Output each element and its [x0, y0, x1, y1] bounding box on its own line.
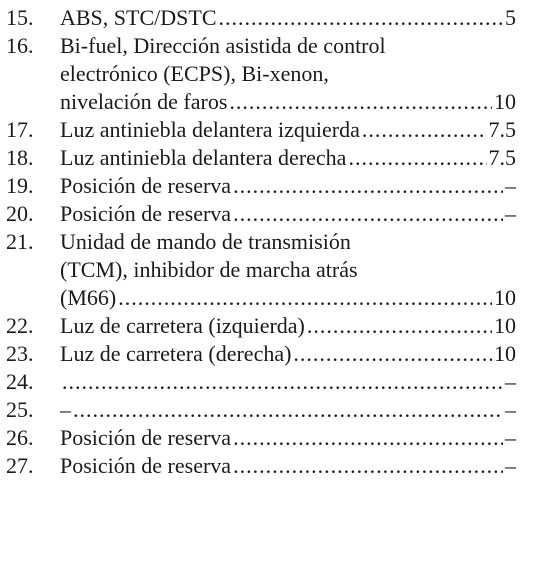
item-label: Luz antiniebla delantera izquierda — [60, 117, 360, 142]
dot-leader — [348, 144, 486, 172]
item-value: – — [505, 369, 516, 394]
item-number: 27. — [6, 453, 34, 478]
item-value: 5 — [505, 5, 516, 30]
item-value: – — [505, 201, 516, 226]
item-value: – — [505, 425, 516, 450]
item-number: 15. — [6, 5, 34, 30]
item-label: – — [60, 397, 71, 422]
item-label-line: Bi-fuel, Dirección asistida de control — [60, 33, 386, 58]
fuse-list — [6, 4, 516, 480]
item-value: 7.5 — [488, 145, 516, 170]
list-item — [6, 116, 516, 144]
item-number: 24. — [6, 369, 34, 394]
list-item — [6, 312, 516, 340]
item-label: nivelación de faros — [60, 89, 228, 114]
item-label-line: (TCM), inhibidor de marcha atrás — [60, 257, 358, 282]
item-value: 10 — [494, 89, 516, 114]
item-value: 10 — [494, 285, 516, 310]
item-label-line: Unidad de mando de transmisión — [60, 229, 351, 254]
item-value: – — [505, 173, 516, 198]
list-item — [6, 228, 516, 256]
dot-leader — [62, 368, 503, 396]
dot-leader — [307, 312, 492, 340]
list-item — [6, 32, 516, 60]
item-label: Luz de carretera (izquierda) — [60, 313, 305, 338]
list-item — [6, 396, 516, 424]
item-number: 23. — [6, 341, 34, 366]
item-number: 26. — [6, 425, 34, 450]
dot-leader — [219, 4, 504, 32]
list-item — [6, 144, 516, 172]
dot-leader — [233, 172, 503, 200]
item-label: ABS, STC/DSTC — [60, 5, 217, 30]
item-label: Posición de reserva — [60, 201, 232, 226]
dot-leader — [73, 396, 503, 424]
dot-leader — [229, 88, 492, 116]
dot-leader — [233, 424, 503, 452]
item-label: Posición de reserva — [60, 173, 232, 198]
item-number: 16. — [6, 33, 34, 58]
item-value: 7.5 — [488, 117, 516, 142]
item-value: – — [505, 397, 516, 422]
list-item — [6, 340, 516, 368]
item-number: 17. — [6, 117, 34, 142]
item-label: Luz antiniebla delantera derecha — [60, 145, 347, 170]
list-item — [6, 452, 516, 480]
item-number: 18. — [6, 145, 34, 170]
item-label: Luz de carretera (derecha) — [60, 341, 292, 366]
item-value: – — [505, 453, 516, 478]
item-label-line: electrónico (ECPS), Bi-xenon, — [60, 61, 329, 86]
dot-leader — [118, 284, 492, 312]
item-number: 21. — [6, 229, 34, 254]
dot-leader — [233, 200, 503, 228]
list-item — [6, 200, 516, 228]
list-item — [6, 424, 516, 452]
dot-leader — [362, 116, 487, 144]
list-item — [6, 368, 516, 396]
item-number: 19. — [6, 173, 34, 198]
item-label: Posición de reserva — [60, 425, 232, 450]
dot-leader — [293, 340, 492, 368]
item-value: 10 — [494, 341, 516, 366]
item-label: Posición de reserva — [60, 453, 232, 478]
list-item — [6, 172, 516, 200]
list-item-continuation — [6, 284, 516, 312]
item-number: 20. — [6, 201, 34, 226]
item-label: (M66) — [60, 285, 117, 310]
dot-leader — [233, 452, 503, 480]
item-value: 10 — [494, 313, 516, 338]
item-number: 25. — [6, 397, 34, 422]
list-item — [6, 4, 516, 32]
item-number: 22. — [6, 313, 34, 338]
list-item-continuation — [6, 88, 516, 116]
